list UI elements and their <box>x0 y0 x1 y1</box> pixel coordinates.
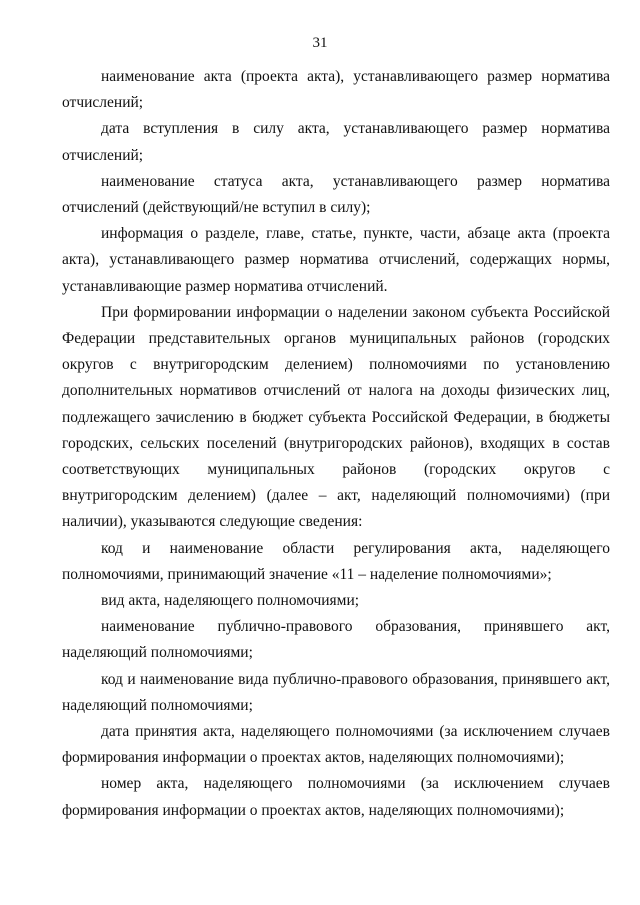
paragraph-adoption-date: дата принятия акта, наделяющего полномочиями (за исключением случаев формирования информации о проектах актов, наделяющих полномочиями); <box>62 723 610 767</box>
paragraph-entity-name: наименование публично-правового образования, принявшего акт, наделяющий полномочиями; <box>62 618 610 662</box>
document-body <box>62 64 610 824</box>
paragraph-act-name: наименование акта (проекта акта), устанавливающего размер норматива отчислений; <box>62 68 610 112</box>
paragraph-powers-intro: При формировании информации о наделении законом субъекта Российской Федерации представительных органов муниципальных районов (городских округов с внутригородским делением) полномочиями по установлению дополнительных нормативов отчислений от налога на доходы физических лиц, подлежащего зачислению в бюджет субъекта Российской Федерации, в бюджеты городских, сельских поселений (внутригородских районов), входящих в состав соответствующих муниципальных районов (городских округов с внутригородским делением) (далее – акт, наделяющий полномочиями) (при наличии), указываются следующие сведения: <box>62 303 610 531</box>
paragraph-entity-type-code: код и наименование вида публично-правового образования, принявшего акт, наделяющий полномочиями; <box>62 670 610 714</box>
paragraph-act-status: наименование статуса акта, устанавливающего размер норматива отчислений (действующий/не вступил в силу); <box>62 172 610 217</box>
paragraph-act-number: номер акта, наделяющего полномочиями (за исключением случаев формирования информации о проектах актов, наделяющих полномочиями); <box>62 775 610 819</box>
page-number: 31 <box>312 35 328 51</box>
paragraph-effective-date: дата вступления в силу акта, устанавливающего размер норматива отчислений; <box>62 120 610 164</box>
paragraph-act-type: вид акта, наделяющего полномочиями; <box>101 592 360 610</box>
paragraph-regulation-area-code: код и наименование области регулирования акта, наделяющего полномочиями, принимающий значение «11 – наделение полномочиями»; <box>62 539 610 583</box>
paragraph-act-section-info: информация о разделе, главе, статье, пункте, части, абзаце акта (проекта акта), устанавливающего размер норматива отчислений, содержащих нормы, устанавливающие размер норматива отчислений. <box>62 225 610 295</box>
